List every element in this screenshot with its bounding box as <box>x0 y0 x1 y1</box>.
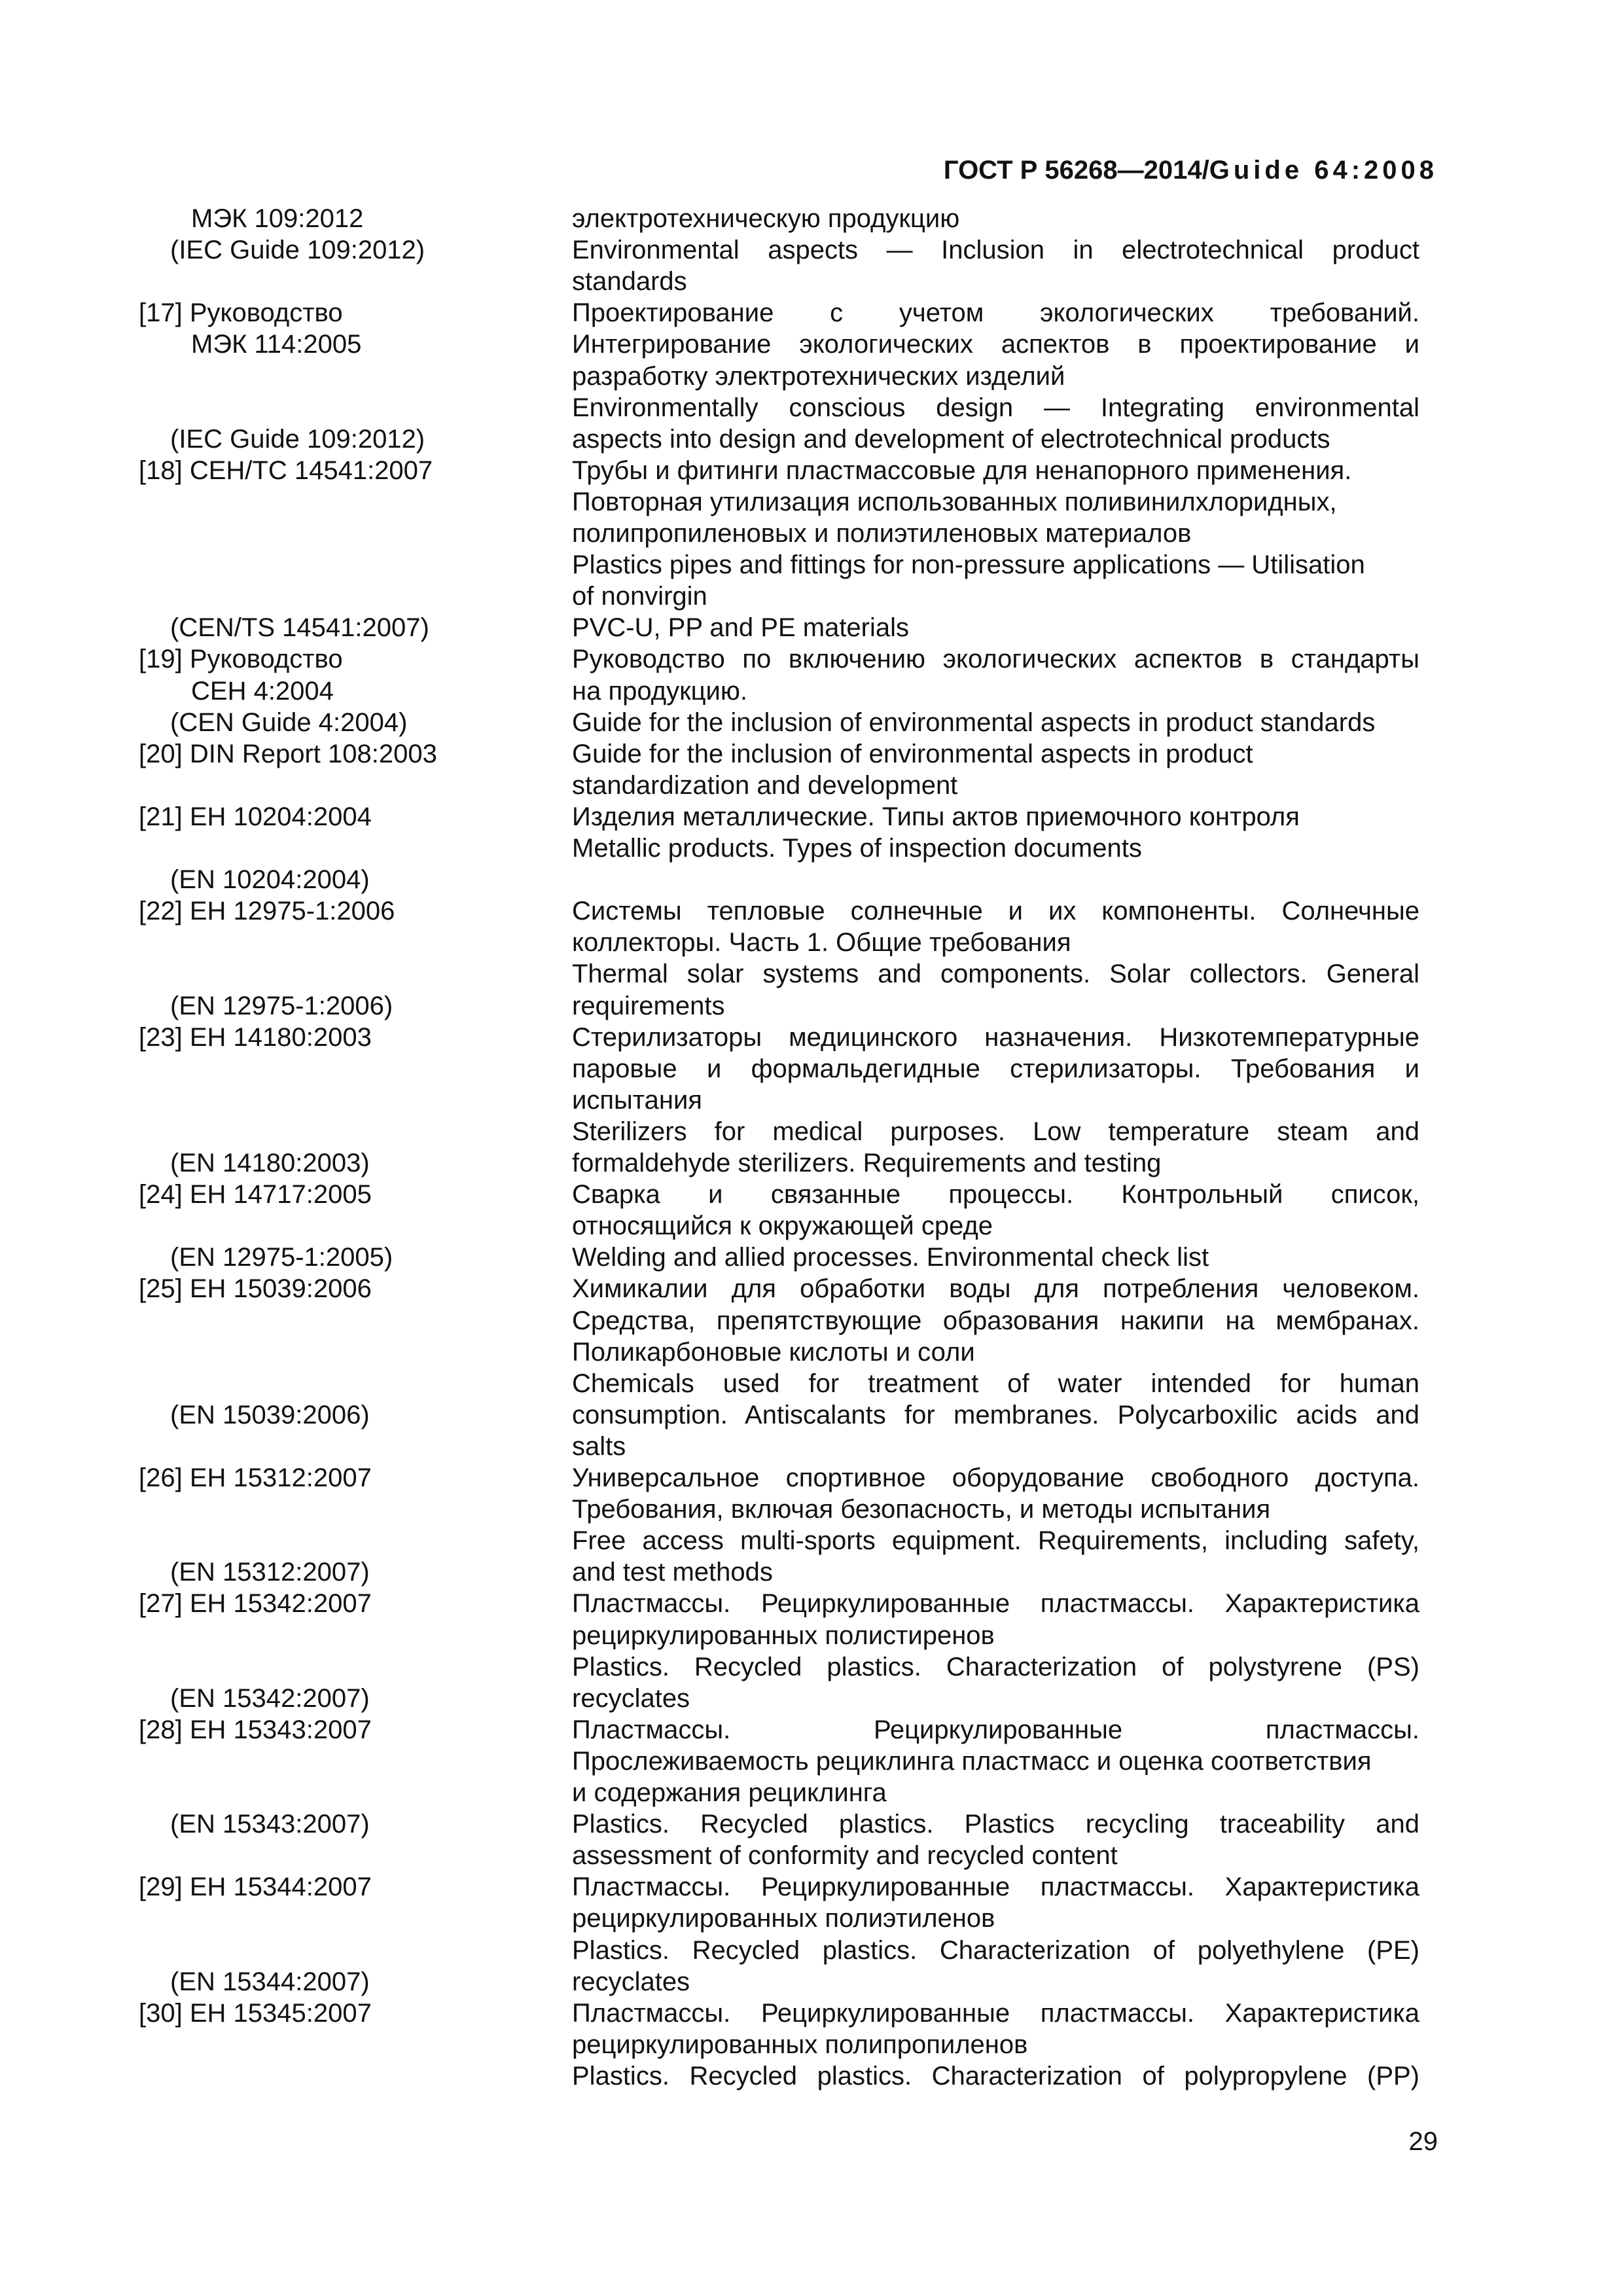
reference-title: рециркулированных полиэтиленов <box>572 1904 995 1933</box>
reference-designation: (IEC Guide 109:2012) <box>170 425 425 454</box>
reference-designation: (EN 15342:2007) <box>170 1684 370 1713</box>
reference-designation: (CEN/TS 14541:2007) <box>170 613 429 642</box>
reference-title: Трубы и фитинги пластмассовые для ненапорного применения. <box>572 456 1352 485</box>
reference-title: Пластмассы. Рециркулированные пластмассы. Характеристика <box>572 1589 1419 1618</box>
reference-title: рециркулированных полипропиленов <box>572 2030 1028 2059</box>
reference-designation: [29] ЕН 15344:2007 <box>139 1873 372 1901</box>
reference-title: Универсальное спортивное оборудование свободного доступа. <box>572 1463 1419 1492</box>
reference-title: standardization and development <box>572 771 958 800</box>
reference-title: относящийся к окружающей среде <box>572 1211 993 1240</box>
guide-designation: Guide 64:2008 <box>1209 156 1438 185</box>
reference-designation: [28] ЕН 15343:2007 <box>139 1715 372 1744</box>
reference-title: Сварка и связанные процессы. Контрольный список, <box>572 1180 1419 1209</box>
reference-title: паровые и формальдегидные стерилизаторы. Требования и <box>572 1054 1419 1083</box>
reference-designation: [25] ЕН 15039:2006 <box>139 1274 372 1303</box>
reference-title: Пластмассы. Рециркулированные пластмассы. Характеристика <box>572 1873 1419 1901</box>
reference-designation: [19] Руководство <box>139 645 343 673</box>
reference-title: Plastics. Recycled plastics. Characterization of polypropylene (PP) <box>572 2062 1419 2090</box>
reference-title: Средства, препятствующие образования накипи на мембранах. <box>572 1306 1419 1335</box>
reference-title: Поликарбоновые кислоты и соли <box>572 1338 975 1367</box>
reference-designation: (EN 10204:2004) <box>170 865 370 894</box>
reference-title: и содержания рециклинга <box>572 1778 887 1807</box>
reference-title: Welding and allied processes. Environmental check list <box>572 1243 1209 1272</box>
reference-title: aspects into design and development of electrotechnical products <box>572 425 1330 454</box>
reference-designation: [22] ЕН 12975-1:2006 <box>139 897 395 925</box>
reference-title: consumption. Antiscalants for membranes. Polycarboxilic acids and <box>572 1401 1419 1429</box>
reference-title: Пластмассы. Рециркулированные пластмассы. <box>572 1715 1419 1744</box>
reference-designation: [17] Руководство <box>139 298 343 327</box>
reference-title: Интегрирование экологических аспектов в проектирование и <box>572 330 1419 359</box>
reference-title: Системы тепловые солнечные и их компоненты. Солнечные <box>572 897 1419 925</box>
reference-title: Повторная утилизация использованных поливинилхлоридных, <box>572 488 1337 516</box>
reference-title: разработку электротехнических изделий <box>572 362 1065 391</box>
reference-title: электротехническую продукцию <box>572 204 960 233</box>
reference-designation: (EN 15039:2006) <box>170 1401 370 1429</box>
reference-title: of nonvirgin <box>572 582 707 611</box>
reference-title: Plastics. Recycled plastics. Plastics recycling traceability and <box>572 1810 1419 1839</box>
reference-title: Проектирование с учетом экологических требований. <box>572 298 1419 327</box>
reference-title: Environmentally conscious design — Integrating environmental <box>572 393 1419 422</box>
reference-designation: (CEN Guide 4:2004) <box>170 708 408 737</box>
reference-title: Требования, включая безопасность, и методы испытания <box>572 1495 1271 1524</box>
reference-title: Plastics. Recycled plastics. Characterization of polystyrene (PS) <box>572 1653 1419 1681</box>
reference-designation: [18] СЕН/ТС 14541:2007 <box>139 456 433 485</box>
reference-title: Plastics pipes and fittings for non-pressure applications — Utilisation <box>572 550 1365 579</box>
reference-designation: [26] ЕН 15312:2007 <box>139 1463 372 1492</box>
reference-designation: (EN 14180:2003) <box>170 1149 370 1177</box>
reference-title: PVC-U, PP and PE materials <box>572 613 910 642</box>
reference-designation: МЭК 114:2005 <box>191 330 362 359</box>
reference-title: Guide for the inclusion of environmental aspects in product <box>572 740 1253 768</box>
reference-title: Thermal solar systems and components. Solar collectors. General <box>572 960 1419 988</box>
reference-designation: (EN 12975-1:2006) <box>170 992 393 1020</box>
reference-title: Химикалии для обработки воды для потребления человеком. <box>572 1274 1419 1303</box>
reference-designation: [30] ЕН 15345:2007 <box>139 1999 372 2028</box>
reference-title: полипропиленовых и полиэтиленовых материалов <box>572 519 1192 548</box>
reference-designation: (IEC Guide 109:2012) <box>170 236 425 264</box>
reference-designation: [24] ЕН 14717:2005 <box>139 1180 372 1209</box>
reference-title: рециркулированных полистиренов <box>572 1621 995 1650</box>
reference-title: recyclates <box>572 1684 690 1713</box>
reference-title: requirements <box>572 992 725 1020</box>
reference-designation: (EN 15344:2007) <box>170 1967 370 1996</box>
reference-designation: [20] DIN Report 108:2003 <box>139 740 437 768</box>
reference-designation: (EN 15312:2007) <box>170 1558 370 1587</box>
reference-title: and test methods <box>572 1558 773 1587</box>
reference-title: испытания <box>572 1086 702 1115</box>
page-number: 29 <box>1408 2127 1438 2156</box>
reference-title: recyclates <box>572 1967 690 1996</box>
reference-title: на продукцию. <box>572 677 747 706</box>
reference-title: Guide for the inclusion of environmental aspects in product standards <box>572 708 1376 737</box>
reference-title: assessment of conformity and recycled content <box>572 1841 1118 1870</box>
reference-title: Free access multi-sports equipment. Requirements, including safety, <box>572 1526 1419 1555</box>
reference-designation: [27] ЕН 15342:2007 <box>139 1589 372 1618</box>
reference-title: коллекторы. Часть 1. Общие требования <box>572 928 1071 957</box>
reference-title: Стерилизаторы медицинского назначения. Низкотемпературные <box>572 1023 1419 1052</box>
reference-designation: (EN 12975-1:2005) <box>170 1243 393 1272</box>
reference-designation: (EN 15343:2007) <box>170 1810 370 1839</box>
reference-title: Прослеживаемость рециклинга пластмасс и оценка соответствия <box>572 1747 1372 1776</box>
reference-designation: [21] ЕН 10204:2004 <box>139 802 372 831</box>
reference-title: Руководство по включению экологических аспектов в стандарты <box>572 645 1419 673</box>
page-header <box>944 152 1438 188</box>
standard-designation: ГОСТ Р 56268—2014/ <box>943 156 1209 185</box>
reference-designation: [23] ЕН 14180:2003 <box>139 1023 372 1052</box>
reference-title: Environmental aspects — Inclusion in electrotechnical product <box>572 236 1419 264</box>
reference-title: Metallic products. Types of inspection documents <box>572 834 1142 863</box>
reference-title: Chemicals used for treatment of water intended for human <box>572 1369 1419 1398</box>
reference-title: Изделия металлические. Типы актов приемочного контроля <box>572 802 1300 831</box>
reference-designation: СЕН 4:2004 <box>191 677 334 706</box>
reference-title: Sterilizers for medical purposes. Low temperature steam and <box>572 1117 1419 1146</box>
reference-title: standards <box>572 267 687 296</box>
reference-title: formaldehyde sterilizers. Requirements and testing <box>572 1149 1162 1177</box>
reference-designation: МЭК 109:2012 <box>191 204 364 233</box>
reference-title: Пластмассы. Рециркулированные пластмассы. Характеристика <box>572 1999 1419 2028</box>
reference-title: salts <box>572 1432 626 1461</box>
reference-title <box>572 864 1419 895</box>
reference-title: Plastics. Recycled plastics. Characterization of polyethylene (PE) <box>572 1936 1419 1965</box>
